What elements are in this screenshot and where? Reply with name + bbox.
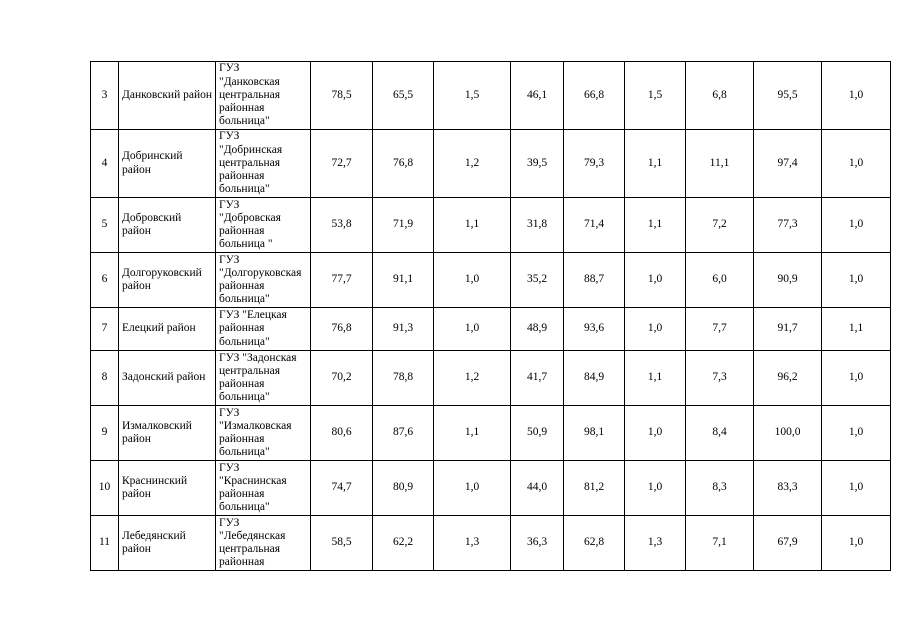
value-cell: 1,0 — [434, 461, 511, 516]
hospital-name: ГУЗ "Добровская районная больница " — [216, 198, 311, 253]
value-cell: 1,0 — [822, 198, 891, 253]
value-cell: 65,5 — [373, 62, 434, 130]
value-cell: 77,7 — [311, 253, 373, 308]
district-name: Елецкий район — [119, 308, 216, 351]
table-row — [91, 461, 891, 516]
value-cell: 72,7 — [311, 130, 373, 198]
value-cell: 96,2 — [754, 351, 822, 406]
value-cell: 48,9 — [511, 308, 564, 351]
district-name: Измалковский район — [119, 406, 216, 461]
value-cell: 6,0 — [686, 253, 754, 308]
district-name: Задонский район — [119, 351, 216, 406]
district-name: Лебедянский район — [119, 516, 216, 571]
value-cell: 79,3 — [564, 130, 625, 198]
value-cell: 80,9 — [373, 461, 434, 516]
value-cell: 1,5 — [625, 62, 686, 130]
value-cell: 1,1 — [625, 130, 686, 198]
district-name: Краснинский район — [119, 461, 216, 516]
value-cell: 91,3 — [373, 308, 434, 351]
row-number: 10 — [91, 461, 119, 516]
hospital-name: ГУЗ "Задонская центральная районная больница" — [216, 351, 311, 406]
value-cell: 90,9 — [754, 253, 822, 308]
value-cell: 53,8 — [311, 198, 373, 253]
value-cell: 1,0 — [822, 516, 891, 571]
value-cell: 1,0 — [625, 461, 686, 516]
value-cell: 1,3 — [625, 516, 686, 571]
value-cell: 1,3 — [434, 516, 511, 571]
value-cell: 7,3 — [686, 351, 754, 406]
district-name: Добринский район — [119, 130, 216, 198]
table-row — [91, 351, 891, 406]
value-cell: 93,6 — [564, 308, 625, 351]
value-cell: 81,2 — [564, 461, 625, 516]
value-cell: 58,5 — [311, 516, 373, 571]
value-cell: 67,9 — [754, 516, 822, 571]
value-cell: 36,3 — [511, 516, 564, 571]
value-cell: 88,7 — [564, 253, 625, 308]
hospital-name: ГУЗ "Данковская центральная районная больница" — [216, 62, 311, 130]
hospital-name: ГУЗ "Измалковская районная больница" — [216, 406, 311, 461]
value-cell: 8,4 — [686, 406, 754, 461]
table-row — [91, 406, 891, 461]
value-cell: 31,8 — [511, 198, 564, 253]
value-cell: 1,0 — [822, 461, 891, 516]
value-cell: 1,5 — [434, 62, 511, 130]
hospital-name: ГУЗ "Долгоруковская районная больница" — [216, 253, 311, 308]
value-cell: 91,7 — [754, 308, 822, 351]
value-cell: 84,9 — [564, 351, 625, 406]
value-cell: 91,1 — [373, 253, 434, 308]
value-cell: 1,0 — [822, 351, 891, 406]
value-cell: 77,3 — [754, 198, 822, 253]
value-cell: 1,0 — [625, 253, 686, 308]
value-cell: 70,2 — [311, 351, 373, 406]
hospital-name: ГУЗ "Лебедянская центральная районная — [216, 516, 311, 571]
row-number: 3 — [91, 62, 119, 130]
value-cell: 1,0 — [822, 62, 891, 130]
table-row — [91, 308, 891, 351]
district-name: Данковский район — [119, 62, 216, 130]
value-cell: 1,1 — [434, 406, 511, 461]
district-name: Добровский район — [119, 198, 216, 253]
row-number: 11 — [91, 516, 119, 571]
hospital-name: ГУЗ "Елецкая районная больница" — [216, 308, 311, 351]
value-cell: 7,1 — [686, 516, 754, 571]
value-cell: 100,0 — [754, 406, 822, 461]
row-number: 4 — [91, 130, 119, 198]
value-cell: 62,8 — [564, 516, 625, 571]
table-row — [91, 130, 891, 198]
hospital-name: ГУЗ "Добринская центральная районная больница" — [216, 130, 311, 198]
value-cell: 1,1 — [625, 351, 686, 406]
value-cell: 98,1 — [564, 406, 625, 461]
value-cell: 80,6 — [311, 406, 373, 461]
value-cell: 6,8 — [686, 62, 754, 130]
value-cell: 71,9 — [373, 198, 434, 253]
value-cell: 76,8 — [373, 130, 434, 198]
value-cell: 78,5 — [311, 62, 373, 130]
row-number: 7 — [91, 308, 119, 351]
value-cell: 41,7 — [511, 351, 564, 406]
table-row — [91, 516, 891, 571]
table-row — [91, 253, 891, 308]
value-cell: 83,3 — [754, 461, 822, 516]
table-row — [91, 198, 891, 253]
value-cell: 1,1 — [822, 308, 891, 351]
value-cell: 87,6 — [373, 406, 434, 461]
value-cell: 95,5 — [754, 62, 822, 130]
row-number: 9 — [91, 406, 119, 461]
value-cell: 39,5 — [511, 130, 564, 198]
district-hospital-table — [90, 61, 891, 571]
value-cell: 66,8 — [564, 62, 625, 130]
value-cell: 1,0 — [434, 253, 511, 308]
value-cell: 74,7 — [311, 461, 373, 516]
value-cell: 1,0 — [822, 130, 891, 198]
value-cell: 1,1 — [625, 198, 686, 253]
value-cell: 44,0 — [511, 461, 564, 516]
value-cell: 50,9 — [511, 406, 564, 461]
row-number: 5 — [91, 198, 119, 253]
value-cell: 76,8 — [311, 308, 373, 351]
value-cell: 97,4 — [754, 130, 822, 198]
district-name: Долгоруковский район — [119, 253, 216, 308]
value-cell: 7,2 — [686, 198, 754, 253]
value-cell: 1,0 — [822, 406, 891, 461]
table-row — [91, 62, 891, 130]
value-cell: 1,2 — [434, 351, 511, 406]
value-cell: 1,1 — [434, 198, 511, 253]
value-cell: 78,8 — [373, 351, 434, 406]
value-cell: 46,1 — [511, 62, 564, 130]
value-cell: 35,2 — [511, 253, 564, 308]
value-cell: 1,0 — [434, 308, 511, 351]
value-cell: 1,0 — [625, 308, 686, 351]
value-cell: 1,0 — [625, 406, 686, 461]
row-number: 8 — [91, 351, 119, 406]
value-cell: 1,0 — [822, 253, 891, 308]
value-cell: 71,4 — [564, 198, 625, 253]
value-cell: 11,1 — [686, 130, 754, 198]
value-cell: 7,7 — [686, 308, 754, 351]
value-cell: 8,3 — [686, 461, 754, 516]
hospital-name: ГУЗ "Краснинская районная больница" — [216, 461, 311, 516]
row-number: 6 — [91, 253, 119, 308]
value-cell: 62,2 — [373, 516, 434, 571]
value-cell: 1,2 — [434, 130, 511, 198]
